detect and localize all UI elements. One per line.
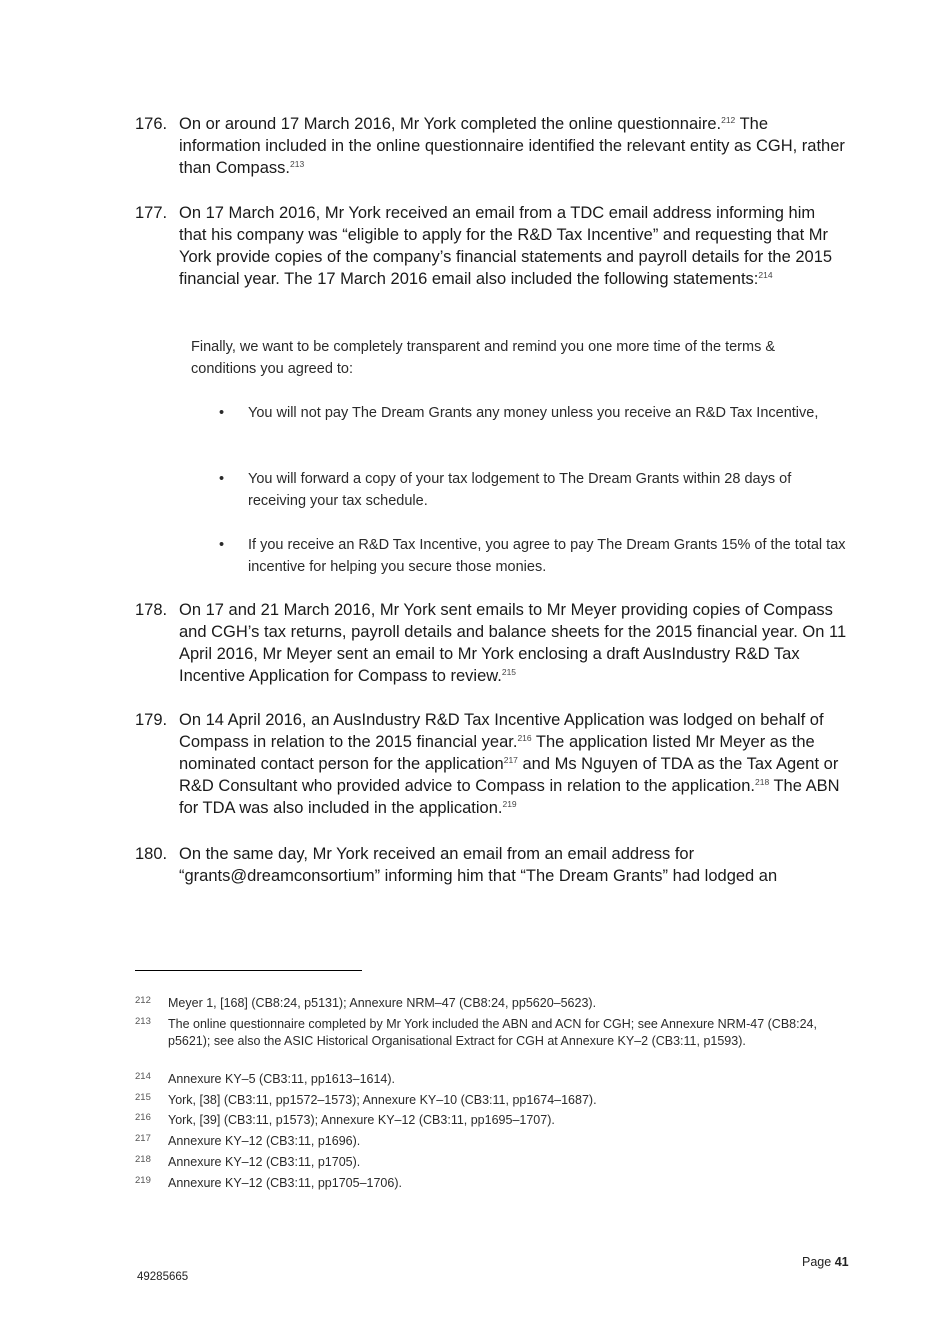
paragraph-text-run: On 17 and 21 March 2016, Mr York sent emails to Mr Meyer providing copies of Compass and CGH’s tax returns, payroll details and balance sheets for the 2015 financial year. On 11 April 2016, Mr Meyer sent an email to Mr York enclosing a draft AusIndustry R&D Tax Incentive Application for Compass to review. <box>179 601 847 685</box>
page-number-value: 41 <box>834 1255 849 1269</box>
footnote-number: 218 <box>135 1154 151 1165</box>
page-number <box>802 1255 849 1269</box>
paragraph-177 <box>135 202 847 290</box>
footnote-216 <box>135 1112 825 1129</box>
footnote-218 <box>135 1154 825 1171</box>
footnote-215 <box>135 1092 825 1109</box>
paragraph-text-run: On the same day, Mr York received an email from an email address for “grants@dreamconsortium” informing him that “The Dream Grants” had lodged an <box>179 845 778 885</box>
footnote-number: 215 <box>135 1092 151 1103</box>
bullet-symbol: • <box>219 405 225 421</box>
footnote-reference: 214 <box>758 270 773 280</box>
footnote-reference: 219 <box>502 799 517 809</box>
footnote-number: 219 <box>135 1175 151 1186</box>
footnote-number: 213 <box>135 1016 151 1027</box>
bullet-symbol: • <box>219 537 225 553</box>
footnote-reference: 213 <box>289 159 305 169</box>
footnote-reference: 212 <box>721 115 736 125</box>
bullet-text: You will forward a copy of your tax lodgement to The Dream Grants within 28 days of receiving your tax schedule. <box>248 471 792 509</box>
footnote-separator <box>135 970 362 971</box>
footnote-reference: 215 <box>501 667 517 677</box>
paragraph-text <box>179 709 847 819</box>
document-id: 49285665 <box>137 1271 189 1283</box>
footnote-214 <box>135 1071 825 1088</box>
quoted-statement-intro: Finally, we want to be completely transparent and remind you one more time of the terms & conditions you agreed to: <box>191 339 776 377</box>
paragraph-text-run: On 17 March 2016, Mr York received an email from a TDC email address informing him that his company was “eligible to apply for the R&D Tax Incentive” and requesting that Mr York provide copies of the company’s financial statements and payroll details for the 2015 financial year. The 17 March 2016 email also included the following statements: <box>179 204 833 288</box>
quote-bullet-item <box>219 468 849 512</box>
paragraph-text-run: The application listed Mr Meyer as the nominated contact person for the application <box>179 733 815 773</box>
footnote-text: Annexure KY–12 (CB3:11, p1696). <box>168 1134 361 1148</box>
bullet-text: You will not pay The Dream Grants any money unless you receive an R&D Tax Incentive, <box>248 405 819 421</box>
footnote-text: Annexure KY–12 (CB3:11, p1705). <box>168 1155 361 1169</box>
paragraph-text-run: and Ms Nguyen of TDA as the Tax Agent or R&D Consultant who provided advice to Compass in relation to the application. <box>179 755 839 795</box>
footnote-219 <box>135 1175 825 1192</box>
footnote-number: 212 <box>135 995 151 1006</box>
paragraph-text <box>179 202 847 290</box>
paragraph-text-run: The information included in the online questionnaire identified the relevant entity as CGH, rather than Compass. <box>179 115 845 177</box>
footnote-213 <box>135 1016 825 1049</box>
footnote-text: York, [39] (CB3:11, p1573); Annexure KY–12 (CB3:11, pp1695–1707). <box>168 1113 555 1127</box>
paragraph-179 <box>135 709 847 819</box>
quote-bullet-item <box>219 402 849 424</box>
footnote-text: The online questionnaire completed by Mr York included the ABN and ACN for CGH; see Annexure NRM-47 (CB8:24, p5621); see also the ASIC Historical Organisational Extract for CGH at Annexure KY–2 (CB3:11, p1593). <box>168 1017 817 1048</box>
footnote-number: 217 <box>135 1133 151 1144</box>
footnote-212 <box>135 995 825 1012</box>
footnote-reference: 218 <box>755 777 770 787</box>
paragraph-176 <box>135 113 847 179</box>
footnote-text: Meyer 1, [168] (CB8:24, p5131); Annexure NRM–47 (CB8:24, pp5620–5623). <box>168 996 597 1010</box>
paragraph-number: 179. <box>135 711 168 729</box>
paragraph-number: 176. <box>135 115 168 133</box>
footnote-text: Annexure KY–12 (CB3:11, pp1705–1706). <box>168 1176 402 1190</box>
paragraph-text-run: On 14 April 2016, an AusIndustry R&D Tax Incentive Application was lodged on behalf of Compass in relation to the 2015 financial year. <box>179 711 824 751</box>
footnote-number: 214 <box>135 1071 151 1082</box>
footnote-text: York, [38] (CB3:11, pp1572–1573); Annexure KY–10 (CB3:11, pp1674–1687). <box>168 1093 597 1107</box>
quote-bullet-item <box>219 534 849 578</box>
page-label: Page <box>802 1255 832 1269</box>
bullet-text: If you receive an R&D Tax Incentive, you agree to pay The Dream Grants 15% of the total tax incentive for helping you secure those monies. <box>248 537 846 575</box>
paragraph-178 <box>135 599 847 687</box>
paragraph-text <box>179 599 847 687</box>
footnote-217 <box>135 1133 825 1150</box>
paragraph-number: 180. <box>135 845 168 863</box>
paragraph-number: 178. <box>135 601 168 619</box>
footnote-reference: 216 <box>517 733 532 743</box>
footnote-reference: 217 <box>503 755 518 765</box>
footnote-text: Annexure KY–5 (CB3:11, pp1613–1614). <box>168 1072 396 1086</box>
paragraph-text <box>179 113 847 179</box>
paragraph-180 <box>135 843 847 887</box>
paragraph-text-run: On or around 17 March 2016, Mr York completed the online questionnaire. <box>179 115 722 133</box>
footnote-number: 216 <box>135 1112 151 1123</box>
paragraph-text <box>179 843 847 887</box>
bullet-symbol: • <box>219 471 225 487</box>
paragraph-text-run: The ABN for TDA was also included in the application. <box>179 777 840 817</box>
paragraph-number: 177. <box>135 204 168 222</box>
